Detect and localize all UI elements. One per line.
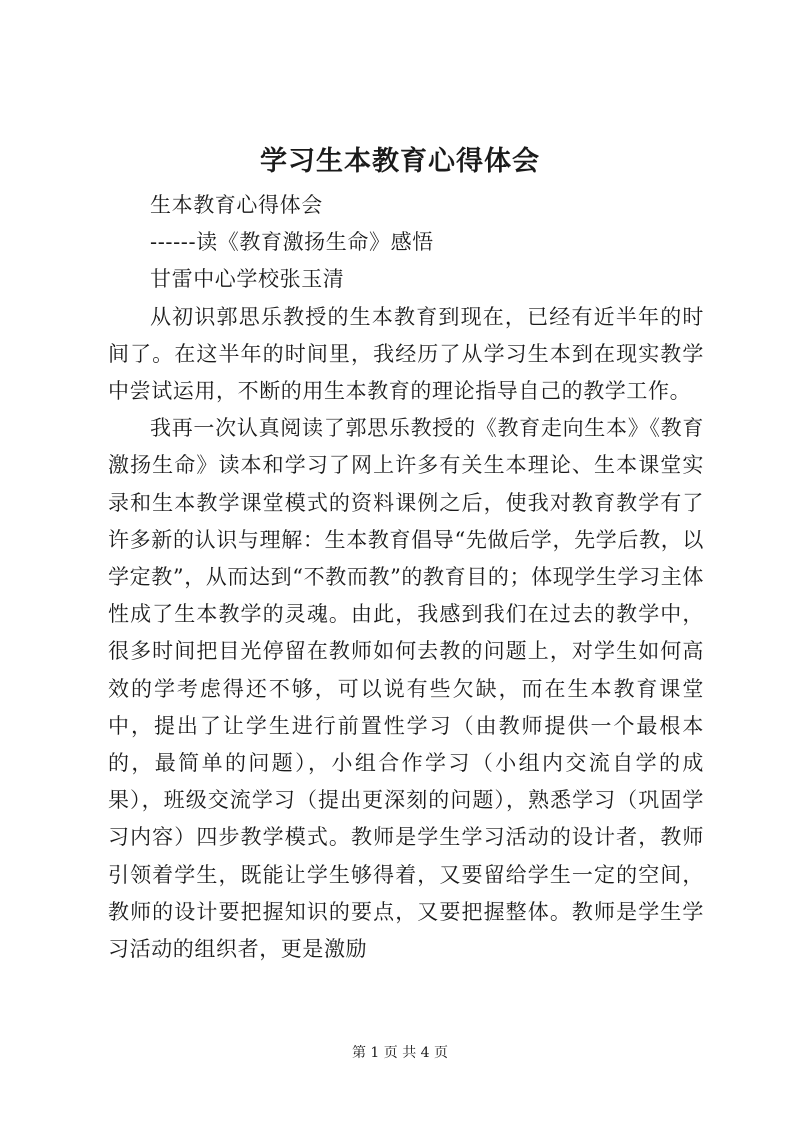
body-paragraph-1: 从初识郭思乐教授的生本教育到现在，已经有近半年的时间了。在这半年的时间里，我经历了从学习生本到在现实教学中尝试运用，不断的用生本教育的理论指导自己的教学工作。	[108, 304, 704, 404]
document-title: 学习生本教育心得体会	[260, 146, 540, 177]
page-footer: 第 1 页 共 4 页	[351, 1045, 449, 1061]
document-body	[108, 187, 704, 968]
author-line: 甘雷中心学校张玉清	[150, 267, 345, 292]
body-paragraph-2: 我再一次认真阅读了郭思乐教授的《教育走向生本》《教育激扬生命》读本和学习了网上许多有关生本理论、生本课堂实录和生本教学课堂模式的资料课例之后，使我对教育教学有了许多新的认识与理解：生本教育倡导“先做后学，先学后教，以学定教”，从而达到“不教而教”的教育目的；体现学生学习主体性成了生本教学的灵魂。由此，我感到我们在过去的教学中，很多时间把目光停留在教师如何去教的问题上，对学生如何高效的学考虑得还不够，可以说有些欠缺，而在生本教育课堂中，提出了让学生进行前置性学习（由教师提供一个最根本的，最简单的问题），小组合作学习（小组内交流自学的成果），班级交流学习（提出更深刻的问题），熟悉学习（巩固学习内容）四步教学模式。教师是学生学习活动的设计者，教师引领着学生，既能让学生够得着，又要留给学生一定的空间，教师的设计要把握知识的要点，又要把握整体。教师是学生学习活动的组织者，更是激励	[108, 416, 704, 962]
subtitle: 生本教育心得体会	[150, 193, 323, 217]
subtitle-reading-note: ------读《教育激扬生命》感悟	[150, 230, 434, 255]
